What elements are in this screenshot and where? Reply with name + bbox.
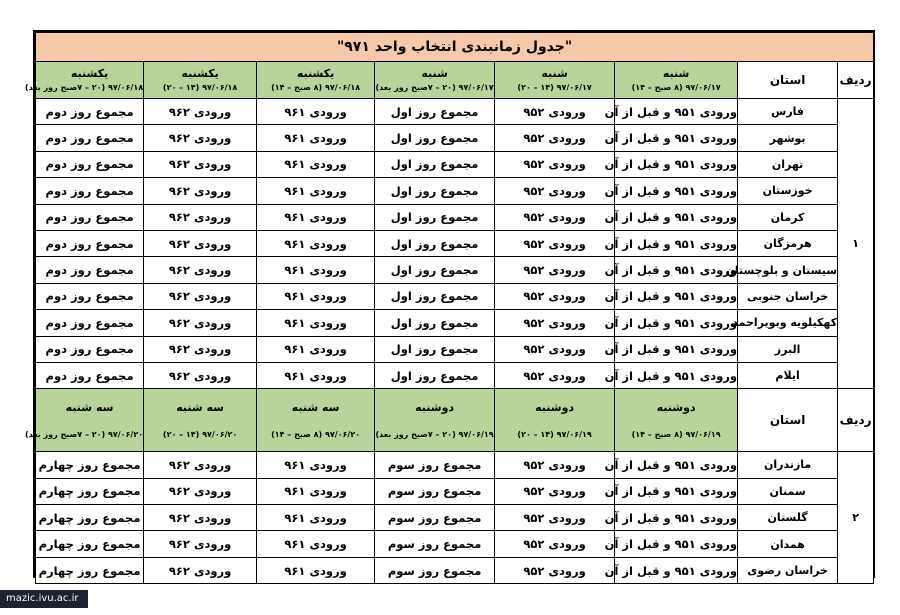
schedule-cell: ورودی ۹۶۱ [257, 505, 375, 531]
province-cell: همدان [738, 531, 838, 557]
day-name: دوشنبه [415, 401, 455, 415]
day-name: سه شنبه [65, 401, 114, 415]
day-header [495, 389, 615, 452]
schedule-cell: مجموع روز سوم [375, 557, 495, 583]
schedule-cell: مجموع روز سوم [375, 505, 495, 531]
row-number: ۱ [838, 99, 874, 389]
day-header [24, 62, 144, 99]
day-name: شنبه [541, 67, 568, 80]
schedule-cell: مجموع روز دوم [36, 125, 144, 151]
schedule-cell: ورودی ۹۵۲ [495, 230, 615, 256]
schedule-cell: ورودی ۹۶۲ [144, 452, 257, 478]
schedule-cell: مجموع روز اول [375, 125, 495, 151]
day-date: ۹۷/۰۶/۱۹ (۱۴ – ۲۰) [517, 430, 592, 440]
row-number: ۲ [838, 452, 874, 584]
schedule-cell: ورودی ۹۵۱ و قبل از آن [615, 452, 738, 478]
schedule-cell: مجموع روز اول [375, 362, 495, 388]
province-cell: سیستان و بلوچستان [738, 257, 838, 283]
schedule-cell: ورودی ۹۵۱ و قبل از آن [615, 531, 738, 557]
schedule-cell: ورودی ۹۶۲ [144, 310, 257, 336]
schedule-cell: مجموع روز سوم [375, 478, 495, 504]
day-name: یکشنبه [181, 67, 219, 80]
day-header [495, 62, 615, 99]
schedule-cell: ورودی ۹۵۲ [495, 478, 615, 504]
schedule-cell: ورودی ۹۵۲ [495, 257, 615, 283]
schedule-cell: ورودی ۹۵۱ و قبل از آن [615, 283, 738, 309]
day-date: ۹۷/۰۶/۲۰ (۲۰ – ۷صبح روز بعد) [24, 430, 144, 440]
schedule-sheet [24, 30, 875, 578]
day-header [615, 389, 738, 452]
schedule-cell: ورودی ۹۵۱ و قبل از آن [615, 310, 738, 336]
radif-header: ردیف [838, 62, 874, 99]
table-row [36, 230, 874, 256]
schedule-cell: مجموع روز اول [375, 310, 495, 336]
table-row [36, 362, 874, 388]
schedule-cell: ورودی ۹۶۲ [144, 257, 257, 283]
day-name: سه شنبه [176, 401, 224, 415]
footer-url: mazic.ivu.ac.ir [0, 590, 88, 608]
table-row [36, 204, 874, 230]
province-cell: ایلام [738, 362, 838, 388]
day-date: ۹۷/۰۶/۱۸ (۲۰ – ۷صبح روز بعد) [24, 83, 144, 92]
schedule-cell: مجموع روز اول [375, 178, 495, 204]
table-row [36, 283, 874, 309]
day-name: یکشنبه [296, 67, 335, 80]
schedule-cell: ورودی ۹۶۱ [257, 151, 375, 177]
schedule-cell: ورودی ۹۶۱ [257, 452, 375, 478]
section2-header-row [36, 389, 874, 452]
schedule-cell: ورودی ۹۶۲ [144, 204, 257, 230]
province-cell: کرمان [738, 204, 838, 230]
schedule-cell: ورودی ۹۵۱ و قبل از آن [615, 204, 738, 230]
schedule-cell: مجموع روز سوم [375, 452, 495, 478]
day-date: ۹۷/۰۶/۲۰ (۸ صبح – ۱۴) [271, 430, 361, 440]
schedule-cell: مجموع روز دوم [36, 336, 144, 362]
table-row [36, 452, 874, 478]
day-date: ۹۷/۰۶/۱۹ (۸ صبح – ۱۴) [631, 430, 721, 440]
schedule-cell: ورودی ۹۶۲ [144, 505, 257, 531]
schedule-cell: ورودی ۹۵۲ [495, 178, 615, 204]
schedule-cell: ورودی ۹۶۱ [257, 531, 375, 557]
schedule-cell: ورودی ۹۵۱ و قبل از آن [615, 178, 738, 204]
schedule-cell: مجموع روز چهارم [36, 478, 144, 504]
schedule-cell: مجموع روز اول [375, 257, 495, 283]
day-name: دوشنبه [535, 401, 575, 415]
schedule-cell: مجموع روز دوم [36, 283, 144, 309]
schedule-cell: ورودی ۹۶۱ [257, 478, 375, 504]
schedule-cell: ورودی ۹۶۱ [257, 257, 375, 283]
schedule-cell: ورودی ۹۵۲ [495, 204, 615, 230]
day-header [257, 62, 375, 99]
schedule-cell: ورودی ۹۵۱ و قبل از آن [615, 478, 738, 504]
schedule-cell: مجموع روز چهارم [36, 505, 144, 531]
schedule-cell: ورودی ۹۵۱ و قبل از آن [615, 99, 738, 125]
day-name: دوشنبه [656, 401, 696, 415]
day-date: ۹۷/۰۶/۲۰ (۱۴ – ۲۰) [162, 430, 238, 440]
day-header [24, 389, 144, 452]
schedule-cell: ورودی ۹۵۱ و قبل از آن [615, 230, 738, 256]
day-header [615, 62, 738, 99]
schedule-cell: مجموع روز اول [375, 99, 495, 125]
schedule-cell: ورودی ۹۶۱ [257, 283, 375, 309]
day-date: ۹۷/۰۶/۱۹ (۲۰ – ۷صبح روز بعد) [375, 430, 494, 440]
schedule-cell: ورودی ۹۵۱ و قبل از آن [615, 257, 738, 283]
day-header [375, 389, 495, 452]
table-row [36, 310, 874, 336]
schedule-cell: مجموع روز اول [375, 151, 495, 177]
schedule-cell: ورودی ۹۶۲ [144, 99, 257, 125]
schedule-cell: ورودی ۹۵۲ [495, 151, 615, 177]
schedule-cell: مجموع روز دوم [36, 204, 144, 230]
schedule-cell: ورودی ۹۶۲ [144, 362, 257, 388]
schedule-cell: ورودی ۹۵۲ [495, 99, 615, 125]
schedule-cell: مجموع روز دوم [36, 362, 144, 388]
schedule-cell: ورودی ۹۵۲ [495, 505, 615, 531]
table-row [36, 531, 874, 557]
table-row [36, 505, 874, 531]
schedule-cell: ورودی ۹۵۲ [495, 125, 615, 151]
schedule-cell: ورودی ۹۵۱ و قبل از آن [615, 336, 738, 362]
schedule-cell: مجموع روز سوم [375, 531, 495, 557]
province-cell: هرمزگان [738, 230, 838, 256]
schedule-cell: مجموع روز اول [375, 336, 495, 362]
schedule-cell: ورودی ۹۶۱ [257, 336, 375, 362]
table-title: "جدول زمانبندی انتخاب واحد ۹۷۱" [36, 33, 874, 62]
schedule-cell: ورودی ۹۵۱ و قبل از آن [615, 557, 738, 583]
schedule-cell: ورودی ۹۵۲ [495, 557, 615, 583]
province-cell: خوزستان [738, 178, 838, 204]
schedule-cell: ورودی ۹۶۲ [144, 230, 257, 256]
day-header [144, 62, 257, 99]
day-name: یکشنبه [70, 67, 109, 80]
schedule-cell: ورودی ۹۶۲ [144, 178, 257, 204]
day-name: شنبه [421, 67, 448, 80]
day-date: ۹۷/۰۶/۱۷ (۲۰ – ۷صبح روز بعد) [375, 83, 494, 92]
schedule-cell: ورودی ۹۶۲ [144, 336, 257, 362]
schedule-cell: ورودی ۹۵۱ و قبل از آن [615, 125, 738, 151]
schedule-cell: ورودی ۹۶۱ [257, 362, 375, 388]
schedule-cell: مجموع روز دوم [36, 230, 144, 256]
province-cell: البرز [738, 336, 838, 362]
schedule-cell: مجموع روز چهارم [36, 557, 144, 583]
schedule-cell: ورودی ۹۵۲ [495, 283, 615, 309]
schedule-cell: مجموع روز دوم [36, 99, 144, 125]
schedule-cell: ورودی ۹۶۱ [257, 557, 375, 583]
schedule-cell: ورودی ۹۵۲ [495, 336, 615, 362]
table-row [36, 557, 874, 583]
ostan-header: استان [738, 389, 838, 452]
schedule-cell: مجموع روز اول [375, 204, 495, 230]
table-row [36, 478, 874, 504]
schedule-cell: ورودی ۹۶۲ [144, 557, 257, 583]
schedule-cell: مجموع روز چهارم [36, 452, 144, 478]
schedule-cell: مجموع روز دوم [36, 257, 144, 283]
schedule-cell: مجموع روز چهارم [36, 531, 144, 557]
radif-header: ردیف [838, 389, 874, 452]
day-header [257, 389, 375, 452]
schedule-cell: ورودی ۹۵۱ و قبل از آن [615, 505, 738, 531]
schedule-table [24, 32, 874, 584]
table-row [36, 125, 874, 151]
schedule-cell: ورودی ۹۶۱ [257, 310, 375, 336]
province-cell: خراسان رضوی [738, 557, 838, 583]
schedule-cell: ورودی ۹۵۱ و قبل از آن [615, 151, 738, 177]
schedule-cell: ورودی ۹۵۲ [495, 362, 615, 388]
section1-header-row [36, 62, 874, 99]
schedule-cell: ورودی ۹۶۲ [144, 283, 257, 309]
schedule-cell: ورودی ۹۶۱ [257, 230, 375, 256]
schedule-cell: ورودی ۹۵۲ [495, 452, 615, 478]
day-date: ۹۷/۰۶/۱۷ (۱۴ – ۲۰) [517, 83, 592, 92]
day-header [144, 389, 257, 452]
schedule-cell: ورودی ۹۶۲ [144, 531, 257, 557]
day-date: ۹۷/۰۶/۱۸ (۱۴ – ۲۰) [162, 83, 238, 92]
province-cell: گلستان [738, 505, 838, 531]
schedule-cell: مجموع روز دوم [36, 151, 144, 177]
schedule-cell: مجموع روز اول [375, 230, 495, 256]
day-name: شنبه [662, 67, 690, 80]
schedule-cell: مجموع روز دوم [36, 178, 144, 204]
province-cell: تهران [738, 151, 838, 177]
province-cell: سمنان [738, 478, 838, 504]
schedule-cell: ورودی ۹۵۱ و قبل از آن [615, 362, 738, 388]
table-row [36, 151, 874, 177]
day-header [375, 62, 495, 99]
province-cell: کهکیلویه وبویراحمد [738, 310, 838, 336]
schedule-cell: ورودی ۹۵۲ [495, 531, 615, 557]
table-row [36, 336, 874, 362]
schedule-cell: ورودی ۹۶۱ [257, 204, 375, 230]
schedule-cell: ورودی ۹۶۱ [257, 125, 375, 151]
schedule-cell: ورودی ۹۶۲ [144, 125, 257, 151]
schedule-cell: مجموع روز اول [375, 283, 495, 309]
table-row [36, 99, 874, 125]
day-date: ۹۷/۰۶/۱۸ (۸ صبح – ۱۴) [271, 83, 361, 92]
table-row [36, 178, 874, 204]
schedule-cell: ورودی ۹۶۱ [257, 178, 375, 204]
province-cell: مازندران [738, 452, 838, 478]
ostan-header: استان [738, 62, 838, 99]
day-name: سه شنبه [291, 401, 340, 415]
province-cell: بوشهر [738, 125, 838, 151]
schedule-cell: مجموع روز دوم [36, 310, 144, 336]
day-date: ۹۷/۰۶/۱۷ (۸ صبح – ۱۴) [631, 83, 721, 92]
schedule-cell: ورودی ۹۵۲ [495, 310, 615, 336]
province-cell: فارس [738, 99, 838, 125]
province-cell: خراسان جنوبی [738, 283, 838, 309]
schedule-cell: ورودی ۹۶۲ [144, 151, 257, 177]
schedule-cell: ورودی ۹۶۱ [257, 99, 375, 125]
schedule-cell: ورودی ۹۶۲ [144, 478, 257, 504]
table-row [36, 257, 874, 283]
